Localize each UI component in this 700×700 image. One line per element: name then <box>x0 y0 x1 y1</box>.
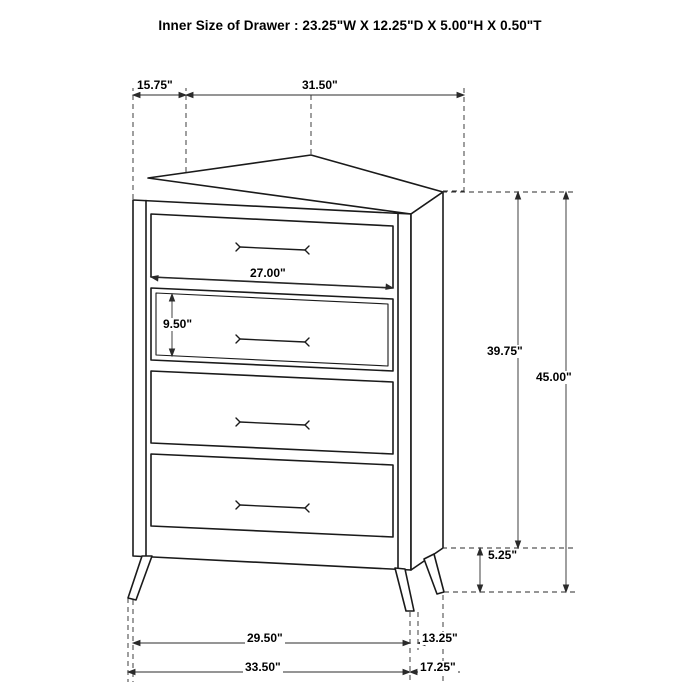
extension-lines-bottom <box>128 595 443 682</box>
drawer-4 <box>151 454 393 537</box>
leg-front-left <box>128 556 152 600</box>
chest-side-face <box>411 192 443 570</box>
dim-line-body-height <box>515 192 520 548</box>
dim-line-leg-height <box>477 548 482 592</box>
dim-label-leg-span-front: 29.50" <box>247 631 283 645</box>
dim-label-leg-span-side: 13.25" <box>422 631 458 645</box>
dim-line-total-height <box>563 192 568 592</box>
leg-front-right <box>395 568 414 611</box>
dim-line-width-top <box>186 92 464 97</box>
dim-label-base-depth: 17.25" <box>420 660 456 674</box>
dim-label-width-top: 31.50" <box>302 78 338 92</box>
dim-label-base-width: 33.50" <box>245 660 281 674</box>
extension-lines-right <box>442 192 576 592</box>
dim-label-body-height: 39.75" <box>487 344 523 358</box>
leg-back-right <box>424 554 444 594</box>
dim-label-leg-height: 5.25" <box>488 548 518 562</box>
page-title: Inner Size of Drawer : 23.25"W X 12.25"D X 5.00"H X 0.50"T <box>158 18 542 33</box>
dim-label-depth-top: 15.75" <box>137 78 173 92</box>
dim-label-drawer-height: 9.50" <box>163 317 193 331</box>
drawer-3 <box>151 371 393 454</box>
dim-line-depth-top <box>133 92 186 97</box>
dim-label-drawer-width: 27.00" <box>250 266 286 280</box>
dim-label-total-height: 45.00" <box>536 370 572 384</box>
